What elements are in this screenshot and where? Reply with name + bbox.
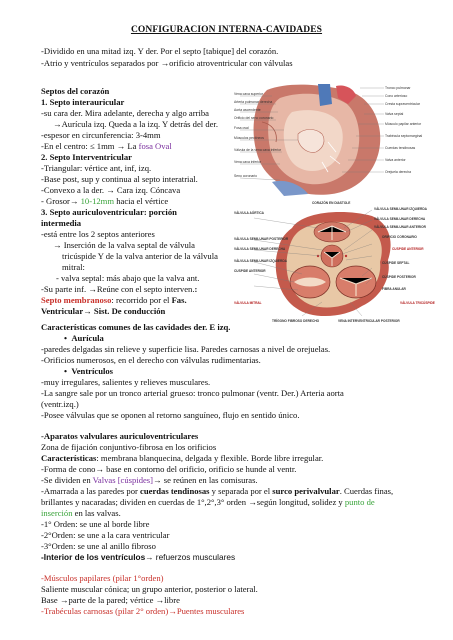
fig2-label: CUSPIDE ANTERIOR xyxy=(392,247,424,251)
fig2-label: CÚSPIDE SEPTAL xyxy=(382,261,410,265)
fig2-label: VÁLVULA SEMILUNAR POSTERIOR xyxy=(234,237,289,241)
arrow-icon: → xyxy=(53,119,62,129)
fig2-label: CÚSPIDE POSTERIOR xyxy=(382,275,416,279)
septos-heading: Septos del corazón xyxy=(41,86,110,96)
fig1-label: Arteria pulmonar derecha xyxy=(234,100,273,104)
s3-line-2: → Inserción de la valva septal de válvula xyxy=(53,240,195,250)
fig1-label: Fosa oval xyxy=(234,126,249,130)
s3-line-5: - valva septal: más abajo que la valva ant. xyxy=(56,273,200,283)
arrow-icon: → xyxy=(116,141,126,151)
s2-line-2: -Base post, sup y continua al septo interatrial. xyxy=(41,174,198,184)
septo-interventricular-heading: 2. Septo Interventricular xyxy=(41,152,132,162)
s2-line-4: - Grosor→ 10-12mm hacia el vértice xyxy=(41,196,169,206)
fig1-label: Cresta supraventricular xyxy=(385,102,421,106)
septo-interauricular-heading: 1. Septo interauricular xyxy=(41,97,125,107)
musculos-line-3: Base →parte de la pared; vértice →libre xyxy=(41,595,180,605)
s2-line-1: -Triangular: vértice ant, inf, izq. xyxy=(41,163,152,173)
fig2-label: ORIFICIO CORONARIO xyxy=(382,235,417,239)
ven-line-4: -Posee válvulas que se oponen al retorno sanguíneo, flujo en sentido único. xyxy=(41,410,300,420)
fig2-label: VÁLVULA MITRAL xyxy=(234,301,262,305)
s1-line-3: -espesor en circunferencia: 3-4mm xyxy=(41,130,161,140)
page-title: CONFIGURACION INTERNA-CAVIDADES xyxy=(130,25,323,35)
arrow-icon: → xyxy=(95,464,105,474)
heart-valves-diastole-figure xyxy=(232,198,442,334)
arrow-icon: → xyxy=(83,306,92,316)
s2-line-3: -Convexo a la der. → Cara izq. Cóncava xyxy=(41,185,181,195)
septo-auriculoventricular-heading: 3. Septo auriculoventricular: porción xyxy=(41,207,177,217)
musculos-papilares-heading: -Músculos papilares (pilar 1°orden) xyxy=(41,573,164,583)
fig1-label: Músculo papilar anterior xyxy=(385,122,422,126)
fig2-label: CUSPIDE ANTERIOR xyxy=(234,269,266,273)
aparatos-line-5: -Amarrada a las paredes por cuerdas tendinosas y separada por el surco perivalvular. Cuerdas finas, xyxy=(41,486,394,496)
s3-line-4: mitral: xyxy=(62,262,85,272)
musculos-line-2: Saliente muscular cónica; un grupo anterior, posterior o lateral. xyxy=(41,584,258,594)
fig1-label: Orificio del seno coronario xyxy=(234,116,274,120)
aur-line-2: -Orificios numerosos, en el derecho con válvulas rudimentarias. xyxy=(41,355,261,365)
arrow-icon: → xyxy=(160,58,170,68)
fig2-label: TRÍGONO FIBROSO DERECHO xyxy=(272,319,320,323)
aparatos-line-10: -3°Orden: se une al anillo fibroso xyxy=(41,541,156,551)
septo-auriculoventricular-heading-2: intermedia xyxy=(41,218,82,228)
fig2-label: VENA INTERVENTRICULAR POSTERIOR xyxy=(338,319,400,323)
caracteristicas-heading: Características comunes de las cavidades der. E izq. xyxy=(41,322,231,332)
ven-line-1: -muy irregulares, salientes y relieves musculares. xyxy=(41,377,211,387)
arrow-icon: → xyxy=(145,552,154,562)
ventriculos-heading: • Ventrículos xyxy=(64,366,114,376)
arrow-icon: → xyxy=(53,240,62,250)
aparatos-line-3: -Forma de cono→ base en contorno del orificio, orificio se hunde al ventr. xyxy=(41,464,297,474)
s3-line-6: -Su parte inf. →Reúne con el septo interven.: xyxy=(41,284,198,294)
s3-line-7: Septo membranoso: recorrido por el Fas. xyxy=(41,295,187,305)
s3-line-1: -está entre los 2 septos anteriores xyxy=(41,229,155,239)
arrow-icon: → xyxy=(69,196,79,206)
arrow-icon: → xyxy=(153,475,162,485)
intro-line-1: -Dividido en una mitad izq. Y der. Por el septo [tabique] del corazón. xyxy=(41,46,279,56)
fig1-label: Valva septal xyxy=(385,112,404,116)
aparatos-line-7: inserción en las valvas. xyxy=(41,508,121,518)
fig2-caption: CORAZÓN EN DIASTOLE xyxy=(312,201,351,205)
fig1-label: Tronco pulmonar xyxy=(385,86,411,90)
s3-line-3: tricúspide Y de la valva anterior de la válvula xyxy=(62,251,218,261)
arrow-icon: → xyxy=(59,595,69,605)
aparatos-line-9: -2°Orden: se une a la cara ventricular xyxy=(41,530,170,540)
ven-line-3: (ventr.izq.) xyxy=(41,399,79,409)
arrow-icon: → xyxy=(88,284,97,294)
arrow-icon: → xyxy=(248,497,257,507)
fig2-label: VÁLVULA AÓRTICA xyxy=(234,211,264,215)
fig1-label: Cono arterioso xyxy=(385,94,408,98)
s1-line-4: -En el centro: ≤ 1mm → La fosa Oval xyxy=(41,141,172,151)
ven-line-2: -La sangre sale por un tronco arterial grueso: tronco pulmonar (ventr. Der.) Arteria aorta xyxy=(41,388,344,398)
fig1-label: Vena cava inferior xyxy=(234,160,262,164)
fig1-label: Trabécula septomarginal xyxy=(385,134,423,138)
aparatos-line-2: Características: membrana blanquecina, delgada y flexible. Borde libre irregular. xyxy=(41,453,324,463)
fig1-label: Aorta ascendente xyxy=(234,108,261,112)
arrow-icon: → xyxy=(155,595,165,605)
intro-line-2: -Atrio y ventrículos separados por →orificio atroventricular con válvulas xyxy=(41,58,293,68)
fig2-label: VÁLVULA SEMILUNAR DERECHA xyxy=(234,247,286,251)
arrow-icon: → xyxy=(106,185,115,195)
bullet-icon: • xyxy=(64,333,68,343)
aur-line-1: -paredes delgadas sin relieve y superficie lisa. Paredes carnosas a nivel de orejuelas. xyxy=(41,344,331,354)
fig1-label: Orejuela derecha xyxy=(385,170,412,174)
aparatos-line-4: -Se dividen en Valvas [cúspides]→ se reúnen en las comisuras. xyxy=(41,475,258,485)
aparatos-line-11: -Interior de los ventrículos→ refuerzos musculares xyxy=(41,552,236,562)
arrow-icon: → xyxy=(168,606,177,616)
fig2-label: VÁLVULA TRICÚSPIDE xyxy=(400,301,435,305)
fig2-label: VÁLVULA SEMILUNAR DERECHA xyxy=(374,217,426,221)
s3-line-8: Ventricular→ Sist. De conducción xyxy=(41,306,166,316)
fig2-label: FIBRA ANULAR xyxy=(382,287,406,291)
fig2-label: VÁLVULA SEMILUNAR IZQUIERDA xyxy=(234,259,287,263)
aparatos-line-1: Zona de fijación conjuntivo-fibrosa en los orificios xyxy=(41,442,217,452)
fig1-label: Cuerdas tendinosas xyxy=(385,146,416,150)
aparatos-line-6: brillantes y nacaradas; dividen en cuerdas de 1°,2°,3° orden →según longitud, solidez y punto de xyxy=(41,497,375,507)
trabeculas-line: -Trabéculas carnosas (pilar 2° orden)→Puentes musculares xyxy=(41,606,245,616)
heart-interior-figure xyxy=(232,82,423,199)
fig1-label: Músculos pectíneos xyxy=(234,136,264,140)
fig2-label: VÁLVULA SEMILUNAR ANTERIOR xyxy=(374,225,426,229)
auricula-heading: • Aurícula xyxy=(64,333,104,343)
aparatos-line-8: -1° Orden: se une al borde libre xyxy=(41,519,150,529)
fig2-label: VÁLVULA SEMILUNAR IZQUIERDA xyxy=(374,207,427,211)
bullet-icon: • xyxy=(64,366,68,376)
s1-line-2: →Aurícula izq. Queda a la izq. Y detrás del der. xyxy=(53,119,218,129)
fig1-label: Valva anterior xyxy=(385,158,406,162)
fig1-label: Seno coronario xyxy=(234,174,257,178)
s1-line-1: -su cara der. Mira adelante, derecha y algo arriba xyxy=(41,108,209,118)
aparatos-heading: -Aparatos valvulares auriculoventriculares xyxy=(41,431,199,441)
fig1-label: Válvula de la vena cava inferior xyxy=(234,148,282,152)
fig1-label: Vena cava superior xyxy=(234,92,264,96)
